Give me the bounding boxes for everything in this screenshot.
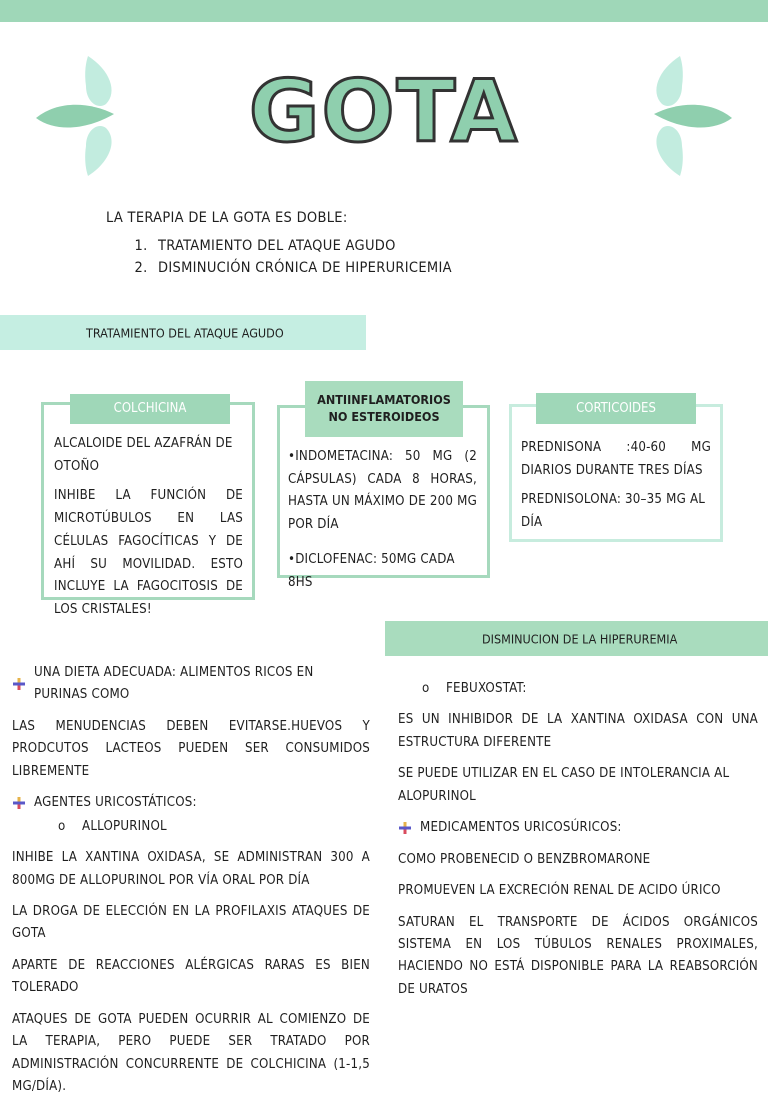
list-item [398, 817, 758, 839]
left-column [12, 662, 370, 1107]
list-item [12, 792, 370, 814]
corticoides-text [521, 437, 711, 542]
plus-bullet-icon [12, 796, 26, 810]
saturan-text: SATURAN EL TRANSPORTE DE ÁCIDOS ORGÁNICOS SISTEMA EN LOS TÚBULOS RENALES PROXIMALES, HACIENDO NO ESTÁ DISPONIBLE PARA LA REABSORCIÓN DE URATOS [398, 914, 758, 997]
allopurinol-text: O ALLOPURINOL [12, 816, 370, 838]
intro-item: 1. TRATAMIENTO DEL ATAQUE AGUDO [152, 238, 452, 254]
right-column [398, 678, 758, 1010]
plus-bullet-icon [398, 821, 412, 835]
colchicina-text [54, 433, 243, 629]
section-label: TRATAMIENTO DEL ATAQUE AGUDO [86, 325, 284, 340]
febuxostat-text: O FEBUXOSTAT: [398, 678, 758, 700]
plus-bullet-icon [12, 677, 26, 691]
droga-text: LA DROGA DE ELECCIÓN EN LA PROFILAXIS ATAQUES DE GOTA [12, 903, 370, 942]
intro-heading: LA TERAPIA DE LA GOTA ES DOBLE: [106, 210, 348, 226]
corticoides-p2: PREDNISOLONA: 30–35 MG AL DÍA [521, 492, 706, 531]
intolerancia-text: SE PUEDE UTILIZAR EN EL CASO DE INTOLERANCIA AL ALOPURINOL [398, 766, 730, 804]
colchicina-p1: ALCALOIDE DEL AZAFRÁN DE OTOÑO [54, 436, 233, 474]
promueven-text: PROMUEVEN LA EXCRECIÓN RENAL DE ACIDO ÚRICO [398, 883, 721, 899]
section-bar-ataque-agudo [0, 315, 366, 350]
como-text: COMO PROBENECID O BENZBROMARONE [398, 851, 651, 867]
top-bar [0, 0, 768, 22]
aines-p1: •INDOMETACINA: 50 MG (2 CÁPSULAS) CADA 8 HORAS, HASTA UN MÁXIMO DE 200 MG POR DÍA [288, 449, 477, 533]
aines-text [288, 446, 477, 601]
dieta-text: UNA DIETA ADECUADA: ALIMENTOS RICOS EN PURINAS COMO [34, 665, 314, 703]
agentes-text: AGENTES URICOSTÁTICOS: [34, 795, 197, 811]
corticoides-tab: CORTICOIDES [536, 393, 696, 424]
aparte-text: APARTE DE REACCIONES ALÉRGICAS RARAS ES BIEN TOLERADO [12, 957, 370, 996]
list-item [12, 662, 370, 707]
inhibidor-text: ES UN INHIBIDOR DE LA XANTINA OXIDASA CON UNA ESTRUCTURA DIFERENTE [398, 712, 758, 750]
section-bar-hiperuremia [385, 621, 768, 656]
inhibe-text: INHIBE LA XANTINA OXIDASA, SE ADMINISTRAN 300 A 800MG DE ALLOPURINOL POR VÍA ORAL POR DÍA [12, 850, 370, 888]
aines-tab: ANTIINFLAMATORIOS NO ESTEROIDEOS [305, 381, 463, 437]
uricosuricos-text: MEDICAMENTOS URICOSÚRICOS: [420, 820, 622, 836]
colchicina-p2: INHIBE LA FUNCIÓN DE MICROTÚBULOS EN LAS CÉLULAS FAGOCÍTICAS Y DE AHÍ SU MOVILIDAD. ESTO INCLUYE LA FAGOCITOSIS DE LOS CRISTALES! [54, 488, 243, 617]
aines-p2: •DICLOFENAC: 50MG CADA 8HS [288, 551, 455, 590]
intro-list [106, 238, 452, 276]
section-label: DISMINUCION DE LA HIPERUREMIA [482, 631, 678, 646]
menudencias-text: LAS MENUDENCIAS DEBEN EVITARSE.HUEVOS Y PRODCUTOS LACTEOS PUEDEN SER CONSUMIDOS LIBREMENTE [12, 718, 370, 779]
ataques-text: ATAQUES DE GOTA PUEDEN OCURRIR AL COMIENZO DE LA TERAPIA, PERO PUEDE SER TRATADO POR ADMINISTRACIÓN CONCURRENTE DE COLCHICINA (1-1,5 MG/DÍA). [12, 1011, 370, 1094]
intro [106, 210, 452, 282]
intro-item: 2. DISMINUCIÓN CRÓNICA DE HIPERURICEMIA [152, 260, 452, 276]
corticoides-p1: PREDNISONA :40-60 MG DIARIOS DURANTE TRES DÍAS [521, 440, 711, 478]
page-title: GOTA [248, 62, 520, 162]
colchicina-tab: COLCHICINA [70, 394, 230, 424]
